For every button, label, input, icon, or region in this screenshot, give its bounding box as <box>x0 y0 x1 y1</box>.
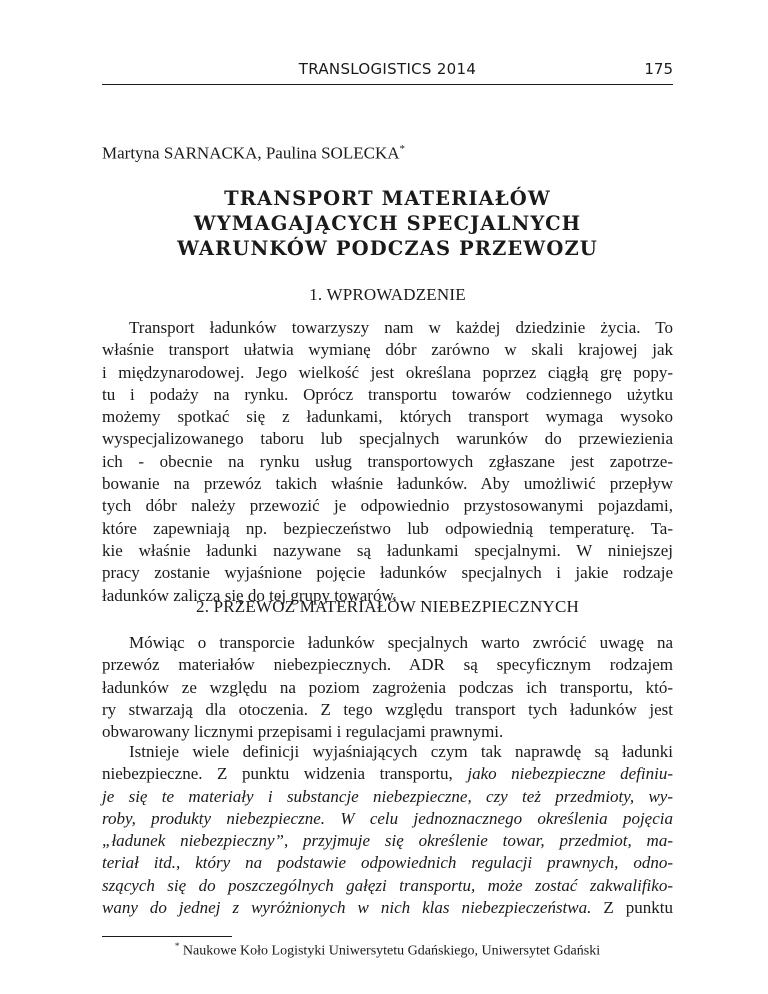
text-line: właśnie transport ułatwia wymianę dóbr zarówno w skali krajowej jak <box>102 340 673 360</box>
paragraph-introduction <box>102 317 673 607</box>
text-line: możemy spotkać się z ładunkami, których transport wymaga wysoko <box>102 407 673 427</box>
italic-definition-text: wany do jednej z wyróżnionych w nich klas niebezpieczeństwa. <box>102 898 592 918</box>
text-line: przewóz materiałów niebezpiecznych. ADR są specyficznym rodzajem <box>102 655 673 675</box>
text-line <box>102 875 673 897</box>
italic-definition-text: szących się do poszczególnych gałęzi transportu, może zostać zakwalifiko- <box>102 875 673 895</box>
text-line <box>102 830 673 852</box>
italic-definition-text: je się te materiały i substancje niebezpieczne, czy też przedmioty, wy- <box>102 786 673 806</box>
text-line: bowanie na przewóz takich właśnie ładunków. Aby umożliwić przepływ <box>102 474 673 494</box>
footnote-marker: * <box>174 941 180 951</box>
section-heading-introduction: 1. WPROWADZENIE <box>309 285 466 304</box>
journal-title: TRANSLOGISTICS 2014 <box>298 60 477 78</box>
paragraph-hazardous-definitions <box>102 741 673 919</box>
author-names: Martyna SARNACKA, Paulina SOLECKA <box>102 143 400 163</box>
footnote <box>102 941 673 960</box>
text-line: i międzynarodowej. Jego wielkość jest określana poprzez ciągłą grę popy- <box>102 362 673 382</box>
text-line: tu i podaży na rynku. Oprócz transportu towarów codziennego użytku <box>102 384 673 404</box>
text-segment: niebezpieczne. Z punktu widzenia transportu, <box>102 764 468 784</box>
italic-definition-text: jako niebezpieczne definiu- <box>467 764 673 784</box>
text-line: wyspecjalizowanego taboru lub specjalnych warunków do przewiezienia <box>102 429 673 449</box>
text-line: które zapewniają np. bezpieczeństwo lub odpowiednią temperaturę. Ta- <box>102 518 673 538</box>
footnote-rule <box>102 936 232 937</box>
text-line: Mówiąc o transporcie ładunków specjalnych warto zwrócić uwagę na <box>129 633 673 652</box>
text-line <box>102 897 673 919</box>
title-line: WYMAGAJĄCYCH SPECJALNYCH <box>193 212 582 235</box>
header-rule <box>102 84 673 85</box>
text-line: ładunków zalicza się do tej grupy towarów. <box>102 585 397 605</box>
title-line: TRANSPORT MATERIAŁÓW <box>224 187 551 210</box>
text-line: Transport ładunków towarzyszy nam w każdej dziedzinie życia. To <box>129 318 673 337</box>
text-line <box>102 852 673 874</box>
text-line: tych dóbr należy przewozić je odpowiednio przystosowanymi pojazdami, <box>102 496 673 516</box>
text-line: kie właśnie ładunki nazywane są ładunkami specjalnymi. W niniejszej <box>102 540 673 560</box>
text-line: ry stwarzają dla otoczenia. Z tego względu transport tych ładunków jest <box>102 699 673 719</box>
authors-line <box>102 143 405 164</box>
text-line <box>102 763 673 785</box>
text-segment: Z punktu <box>591 898 674 918</box>
footnote-text: Naukowe Koło Logistyki Uniwersytetu Gdańskiego, Uniwersytet Gdański <box>182 943 601 959</box>
section-heading-hazardous-materials: 2. PRZEWÓZ MATERIAŁÓW NIEBEZPIECZNYCH <box>196 597 579 616</box>
text-line <box>102 786 673 808</box>
running-header <box>102 60 673 84</box>
title-line: WARUNKÓW PODCZAS PRZEWOZU <box>177 237 598 260</box>
italic-definition-text: roby, produkty niebezpieczne. W celu jednoznacznego określenia pojęcia <box>102 808 673 828</box>
paragraph-hazardous-intro <box>102 632 673 743</box>
text-line <box>102 808 673 830</box>
text-line: ich - obecnie na rynku usług transportowych zgłaszane jest zapotrze- <box>102 451 673 471</box>
italic-definition-text: „ładunek niebezpieczny”, przyjmuje się określenie towar, przedmiot, ma- <box>102 831 673 851</box>
italic-definition-text: teriał itd., który na podstawie odpowiednich regulacji prawnych, odno- <box>102 853 673 873</box>
author-footnote-marker: * <box>399 143 405 155</box>
page-number: 175 <box>644 60 673 78</box>
text-line: Istnieje wiele definicji wyjaśniających czym tak naprawdę są ładunki <box>129 742 673 761</box>
text-line: obwarowany licznymi przepisami i regulacjami prawnymi. <box>102 722 504 742</box>
text-line: pracy zostanie wyjaśnione pojęcie ładunków specjalnych i jakie rodzaje <box>102 563 673 583</box>
text-line: ładunków ze względu na poziom zagrożenia podczas ich transportu, któ- <box>102 677 673 697</box>
paper-title <box>102 186 673 261</box>
